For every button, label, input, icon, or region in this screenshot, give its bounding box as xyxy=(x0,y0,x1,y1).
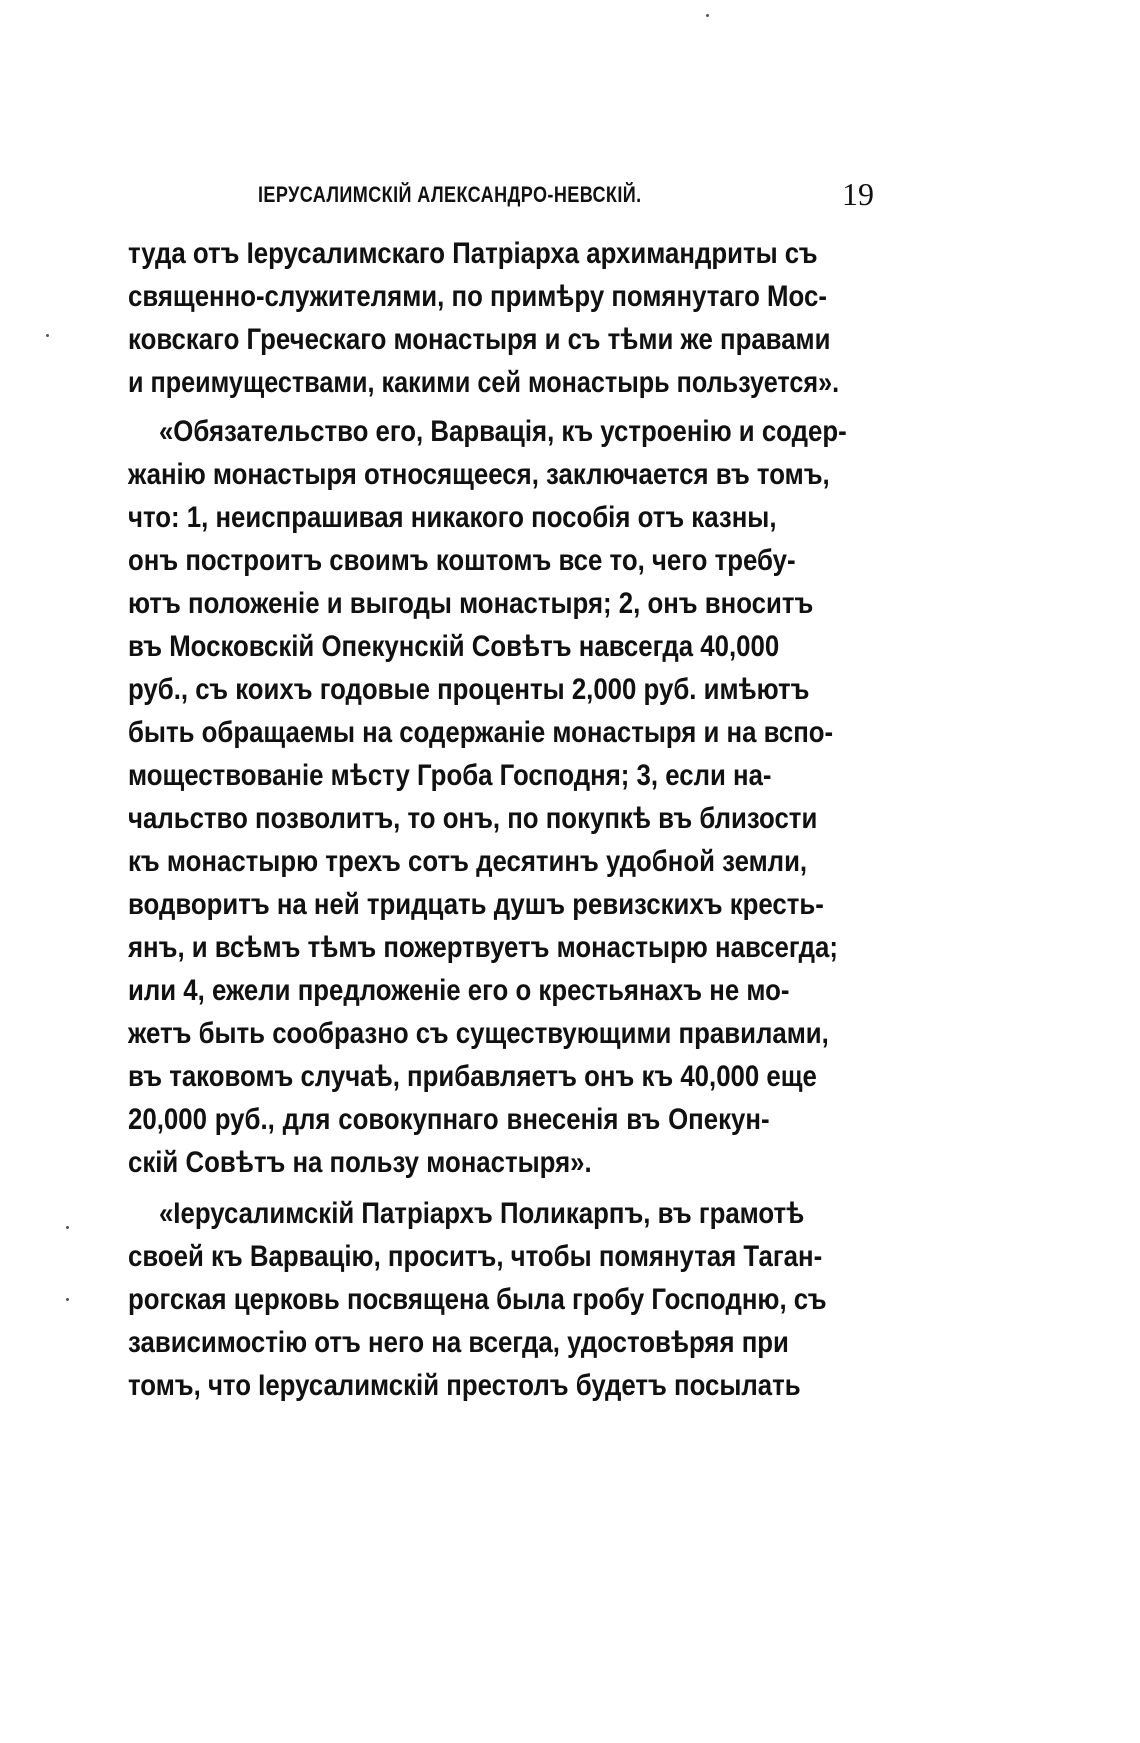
text-line: зависимостію отъ него на всегда, удостовѣряя при xyxy=(128,1326,789,1359)
page-number: 19 xyxy=(842,176,874,212)
scan-speck xyxy=(46,334,49,337)
text-line: онъ построитъ своимъ коштомъ все то, чего требу- xyxy=(128,544,796,577)
text-line: водворитъ на ней тридцать душъ ревизскихъ кресть- xyxy=(128,888,824,921)
running-head xyxy=(128,176,874,216)
running-head-title: ІЕРУСАЛИМСКІЙ АЛЕКСАНДРО-НЕВСКІЙ. xyxy=(258,182,642,207)
text-line: ковскаго Греческаго монастыря и съ тѣми же правами xyxy=(128,323,831,356)
text-line: 20,000 руб., для совокупнаго внесенія въ Опекун- xyxy=(128,1103,770,1136)
text-line: въ Московскій Опекунскій Совѣтъ навсегда 40,000 xyxy=(128,630,780,663)
text-line: моществованіе мѣсту Гроба Господня; 3, если на- xyxy=(128,759,772,792)
text-line: въ таковомъ случаѣ, прибавляетъ онъ къ 40,000 еще xyxy=(128,1060,817,1093)
scan-speck xyxy=(66,1298,69,1301)
text-line: руб., съ коихъ годовые проценты 2,000 руб. имѣютъ xyxy=(128,673,810,706)
text-line: скій Совѣтъ на пользу монастыря». xyxy=(128,1146,592,1179)
scan-speck xyxy=(706,14,709,17)
text-line: чальство позволитъ, то онъ, по покупкѣ въ близости xyxy=(128,802,818,835)
text-line: къ монастырю трехъ сотъ десятинъ удобной земли, xyxy=(128,845,808,878)
text-line: ютъ положеніе и выгоды монастыря; 2, онъ вноситъ xyxy=(128,587,814,620)
text-line: своей къ Варвацію, проситъ, чтобы помянутая Таган- xyxy=(128,1240,823,1273)
text-line: рогская церковь посвящена была гробу Господню, съ xyxy=(128,1283,827,1316)
text-line: янъ, и всѣмъ тѣмъ пожертвуетъ монастырю навсегда; xyxy=(128,931,838,964)
text-line: и преимуществами, какими сей монастырь пользуется». xyxy=(128,366,840,399)
text-line: что: 1, неиспрашивая никакого пособія отъ казны, xyxy=(128,501,777,534)
paragraph-start-line: «Обязательство его, Варвація, къ устроенію и содер- xyxy=(158,415,847,448)
text-line: быть обращаемы на содержаніе монастыря и на вспо- xyxy=(128,716,834,749)
text-line: туда отъ Іерусалимскаго Патріарха архимандриты съ xyxy=(128,237,818,270)
text-line: жанію монастыря относящееся, заключается въ томъ, xyxy=(128,458,830,491)
text-line: жетъ быть сообразно съ существующими правилами, xyxy=(128,1017,829,1050)
text-line: или 4, ежели предложеніе его о крестьянахъ не мо- xyxy=(128,974,790,1007)
scan-speck xyxy=(66,1226,69,1229)
paragraph-start-line: «Іерусалимскій Патріархъ Поликарпъ, въ грамотѣ xyxy=(158,1197,805,1230)
text-line: священно-служителями, по примѣру помянутаго Мос- xyxy=(128,280,827,313)
text-line: томъ, что Іерусалимскій престолъ будетъ посылать xyxy=(128,1369,801,1402)
